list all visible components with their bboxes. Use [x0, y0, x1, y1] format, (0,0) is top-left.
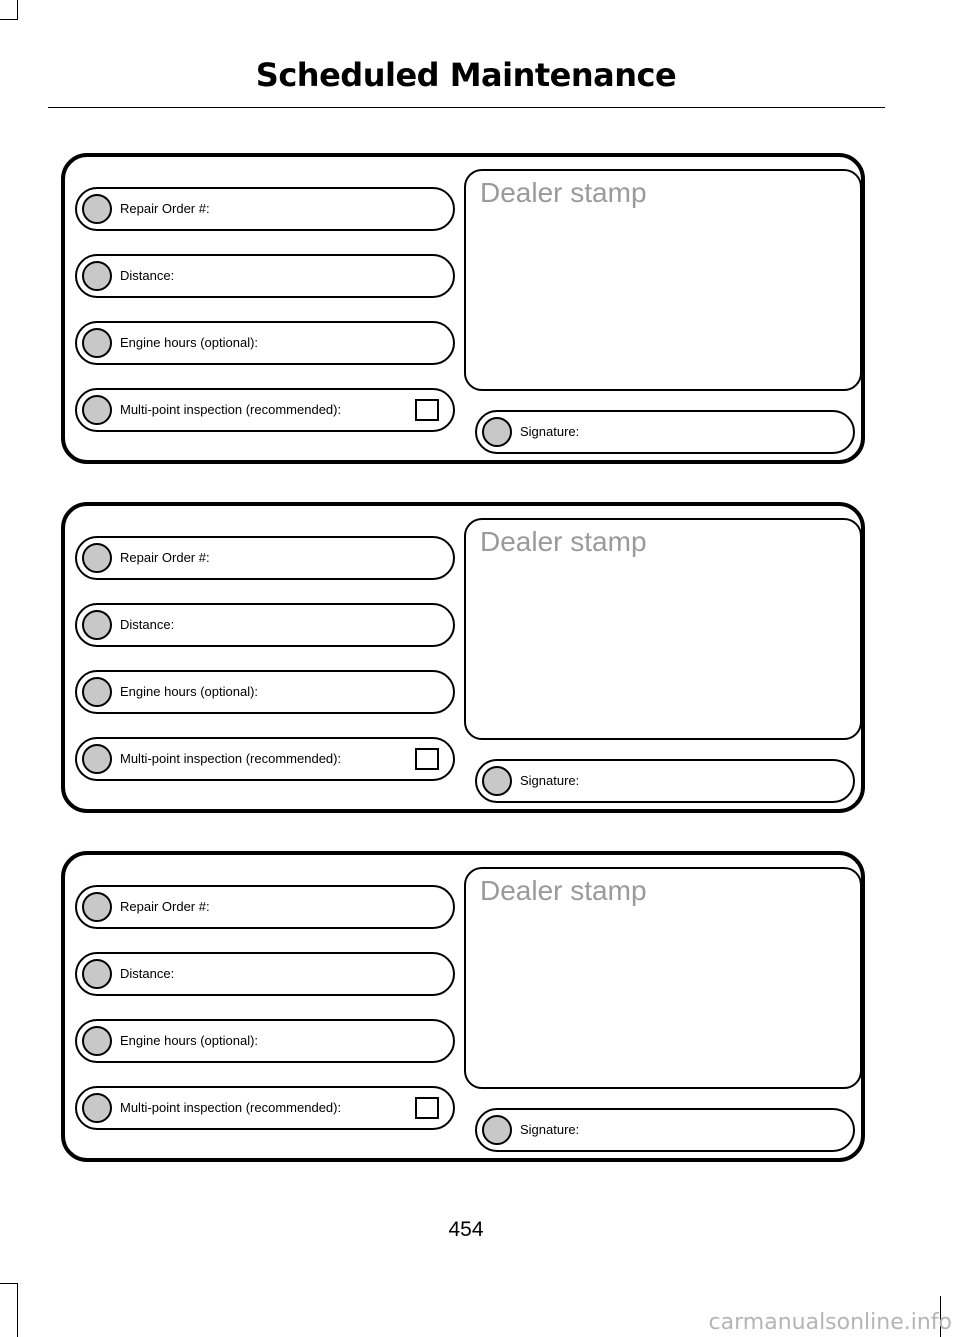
dealer-stamp-label: Dealer stamp — [480, 177, 647, 208]
maintenance-record-2 — [61, 502, 865, 813]
page-title: Scheduled Maintenance — [255, 56, 677, 94]
field-bullet-icon — [82, 543, 112, 573]
inspection-field — [75, 737, 455, 781]
field-bullet-icon — [82, 261, 112, 291]
inspection-checkbox[interactable] — [415, 748, 439, 770]
title-divider — [48, 107, 885, 108]
crop-mark-bottom-left — [17, 1283, 18, 1337]
repair-order-label: Repair Order #: — [120, 201, 210, 216]
dealer-stamp-label: Dealer stamp — [480, 875, 647, 906]
repair-order-field[interactable] — [75, 187, 455, 231]
engine-hours-label: Engine hours (optional): — [120, 1033, 259, 1048]
page-number: 454 — [448, 1218, 484, 1241]
maintenance-record-1 — [61, 153, 865, 464]
engine-hours-label: Engine hours (optional): — [120, 684, 259, 699]
dealer-stamp-area — [464, 518, 862, 740]
crop-mark-top-left-h — [0, 19, 18, 20]
field-bullet-icon — [82, 892, 112, 922]
repair-order-label: Repair Order #: — [120, 899, 210, 914]
dealer-stamp-label: Dealer stamp — [480, 526, 647, 557]
distance-field[interactable] — [75, 254, 455, 298]
inspection-field — [75, 388, 455, 432]
distance-field[interactable] — [75, 603, 455, 647]
field-bullet-icon — [82, 328, 112, 358]
field-bullet-icon — [482, 1115, 512, 1145]
repair-order-field[interactable] — [75, 536, 455, 580]
engine-hours-field[interactable] — [75, 670, 455, 714]
dealer-stamp-area — [464, 867, 862, 1089]
engine-hours-field[interactable] — [75, 321, 455, 365]
signature-field[interactable] — [475, 759, 855, 803]
dealer-stamp-area — [464, 169, 862, 391]
field-bullet-icon — [82, 610, 112, 640]
repair-order-field[interactable] — [75, 885, 455, 929]
inspection-checkbox[interactable] — [415, 1097, 439, 1119]
distance-label: Distance: — [120, 617, 175, 632]
field-bullet-icon — [82, 677, 112, 707]
inspection-label: Multi-point inspection (recommended): — [120, 402, 342, 417]
field-bullet-icon — [482, 417, 512, 447]
field-bullet-icon — [82, 959, 112, 989]
signature-label: Signature: — [520, 424, 580, 439]
inspection-label: Multi-point inspection (recommended): — [120, 1100, 342, 1115]
distance-label: Distance: — [120, 268, 175, 283]
signature-label: Signature: — [520, 773, 580, 788]
watermark: carmanualsonline.info — [708, 1310, 952, 1335]
field-bullet-icon — [82, 1093, 112, 1123]
signature-label: Signature: — [520, 1122, 580, 1137]
crop-mark-top-left — [17, 0, 18, 20]
field-bullet-icon — [82, 744, 112, 774]
inspection-field — [75, 1086, 455, 1130]
engine-hours-label: Engine hours (optional): — [120, 335, 259, 350]
maintenance-record-3 — [61, 851, 865, 1162]
signature-field[interactable] — [475, 1108, 855, 1152]
distance-label: Distance: — [120, 966, 175, 981]
engine-hours-field[interactable] — [75, 1019, 455, 1063]
field-bullet-icon — [482, 766, 512, 796]
field-bullet-icon — [82, 395, 112, 425]
signature-field[interactable] — [475, 410, 855, 454]
field-bullet-icon — [82, 1026, 112, 1056]
distance-field[interactable] — [75, 952, 455, 996]
inspection-checkbox[interactable] — [415, 399, 439, 421]
inspection-label: Multi-point inspection (recommended): — [120, 751, 342, 766]
field-bullet-icon — [82, 194, 112, 224]
crop-mark-bottom-left-h — [0, 1283, 18, 1284]
repair-order-label: Repair Order #: — [120, 550, 210, 565]
